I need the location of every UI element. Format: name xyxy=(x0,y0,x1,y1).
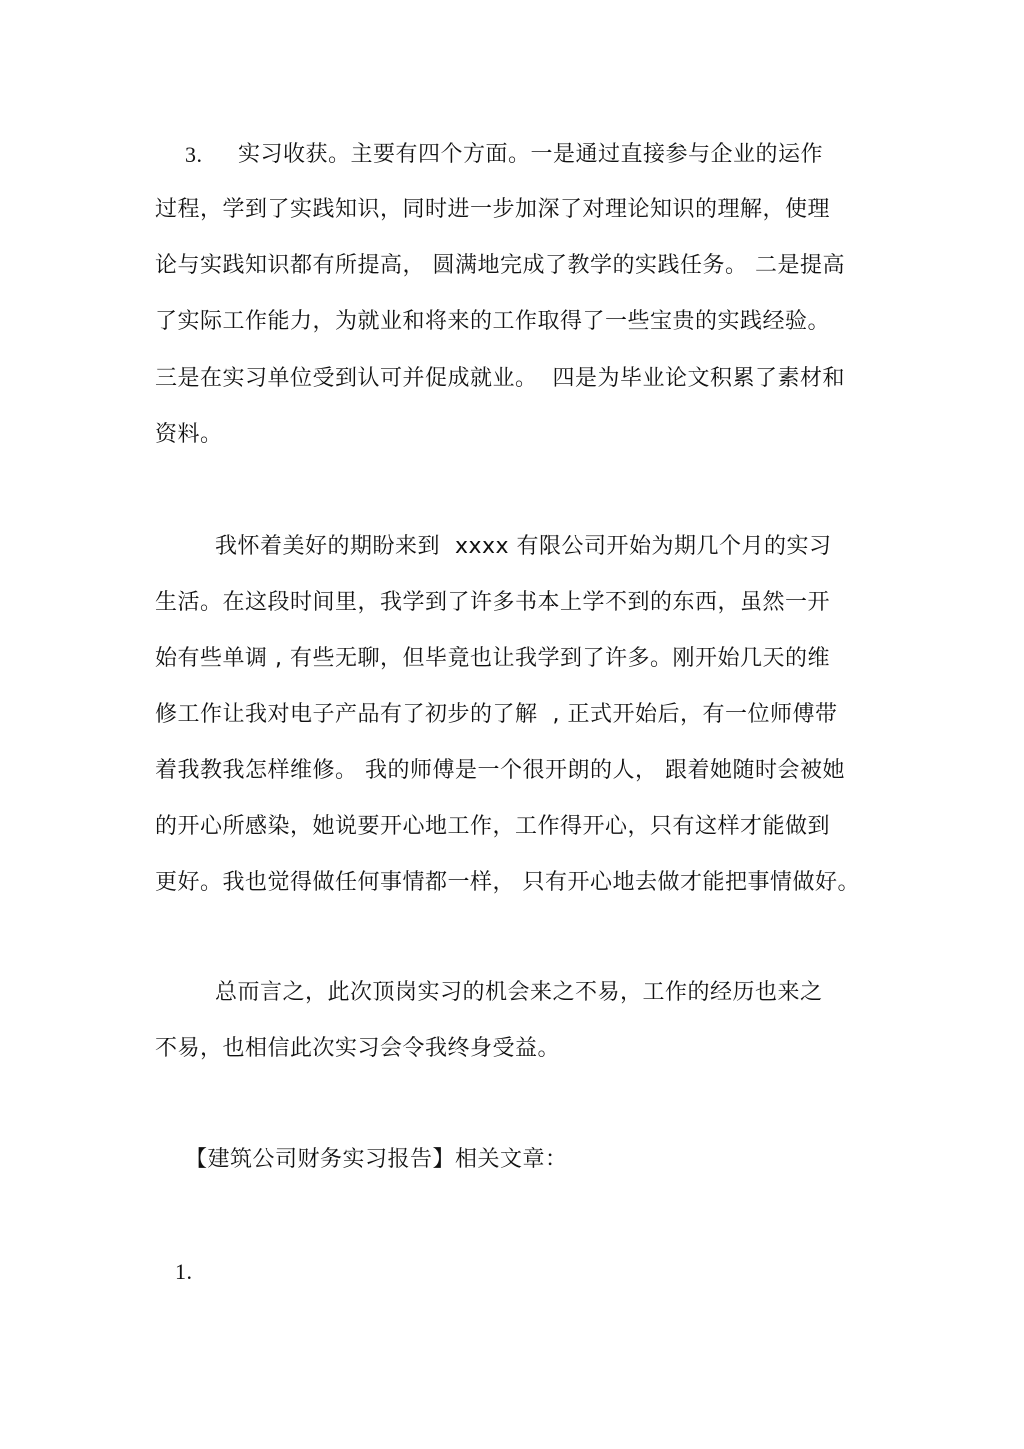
paragraph-3-line-2: 不易，也相信此次实习会令我终身受益。 xyxy=(155,1036,561,1061)
section-3-number: 3. xyxy=(185,142,203,167)
paragraph-3-line-1: 总而言之，此次顶岗实习的机会来之不易，工作的经历也来之 xyxy=(215,980,823,1005)
paragraph-2-line-7: 更好。我也觉得做任何事情都一样， 只有开心地去做才能把事情做好。 xyxy=(155,870,860,895)
paragraph-2-line-4: 修工作让我对电子产品有了初步的了解 , 正式开始后，有一位师傅带 xyxy=(155,702,838,727)
section-3-line-1: 实习收获。主要有四个方面。一是通过直接参与企业的运作 xyxy=(238,142,824,167)
paragraph-2-line-5: 着我教我怎样维修。 我的师傅是一个很开朗的人， 跟着她随时会被她 xyxy=(155,758,845,783)
section-3-line-5: 三是在实习单位受到认可并促成就业。 四是为毕业论文积累了素材和 xyxy=(155,366,845,391)
section-3-line-6: 资料。 xyxy=(155,422,223,447)
related-item-1-number: 1. xyxy=(175,1259,193,1284)
paragraph-2-line-3: 始有些单调 , 有些无聊，但毕竟也让我学到了许多。刚开始几天的维 xyxy=(155,646,830,671)
paragraph-2-line-6: 的开心所感染，她说要开心地工作，工作得开心，只有这样才能做到 xyxy=(155,814,831,839)
section-3-line-3: 论与实践知识都有所提高， 圆满地完成了教学的实践任务。 二是提高 xyxy=(155,253,845,278)
paragraph-2-line-2: 生活。在这段时间里，我学到了许多书本上学不到的东西，虽然一开 xyxy=(155,590,831,615)
section-3-line-2: 过程，学到了实践知识，同时进一步加深了对理论知识的理解，使理 xyxy=(155,197,831,222)
paragraph-2-line-1: 我怀着美好的期盼来到 xxxx 有限公司开始为期几个月的实习 xyxy=(215,534,832,559)
related-articles-heading: 【建筑公司财务实习报告】相关文章： xyxy=(185,1147,568,1172)
section-3-line-4: 了实际工作能力，为就业和将来的工作取得了一些宝贵的实践经验。 xyxy=(155,309,831,334)
